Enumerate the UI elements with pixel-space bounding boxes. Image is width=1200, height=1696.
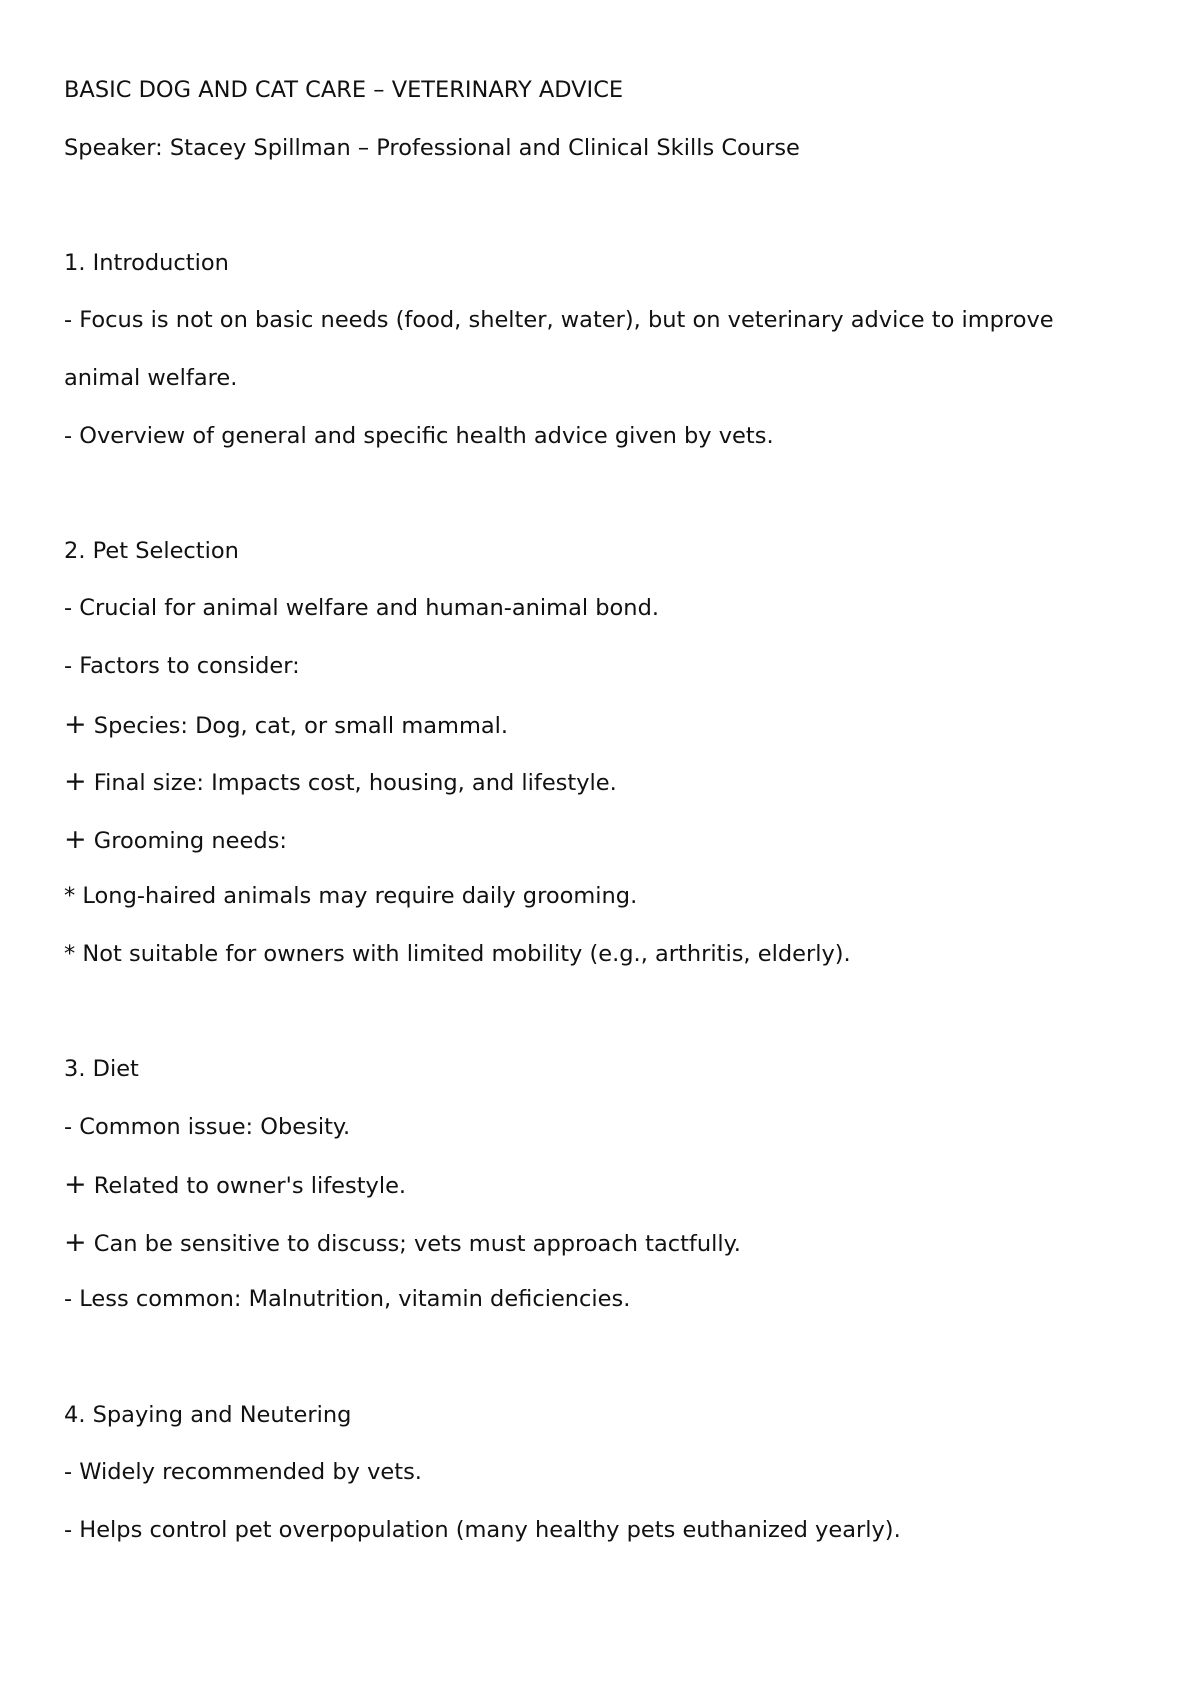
text-line: - Factors to consider:	[64, 652, 300, 679]
document-title: BASIC DOG AND CAT CARE – VETERINARY ADVICE	[64, 77, 624, 103]
section-heading-diet: 3. Diet	[64, 1056, 139, 1083]
text-line: - Helps control pet overpopulation (many healthy pets euthanized yearly).	[64, 1516, 901, 1543]
plus-bullet: +	[64, 708, 87, 740]
spacer	[64, 465, 1164, 523]
text-line: - Common issue: Obesity.	[64, 1113, 351, 1140]
text-line: - Focus is not on basic needs (food, shelter, water), but on veterinary advice to improve	[64, 307, 1054, 334]
plus-bullet: +	[64, 766, 87, 798]
plus-item-text: Final size: Impacts cost, housing, and lifestyle.	[93, 770, 617, 797]
text-line: - Crucial for animal welfare and human-animal bond.	[64, 595, 659, 622]
section-heading-spaying-neutering: 4. Spaying and Neutering	[64, 1401, 352, 1428]
plus-item-text: Species: Dog, cat, or small mammal.	[93, 712, 509, 739]
plus-item-text: Can be sensitive to discuss; vets must approach tactfully.	[93, 1230, 741, 1257]
plus-item-text: Grooming needs:	[93, 827, 287, 854]
text-line: - Overview of general and specific health advice given by vets.	[64, 422, 774, 449]
plus-item	[64, 753, 1164, 811]
text-line: - Less common: Malnutrition, vitamin deficiencies.	[64, 1286, 631, 1313]
plus-item	[64, 811, 1164, 869]
plus-bullet: +	[64, 1169, 87, 1201]
plus-item	[64, 1156, 1164, 1214]
spacer	[64, 984, 1164, 1042]
plus-bullet: +	[64, 1226, 87, 1258]
plus-item-text: Related to owner's lifestyle.	[93, 1173, 407, 1200]
text-line: - Widely recommended by vets.	[64, 1459, 422, 1486]
speaker-line: Speaker: Stacey Spillman – Professional and Clinical Skills Course	[64, 134, 800, 161]
plus-item	[64, 696, 1164, 754]
text-line: * Not suitable for owners with limited mobility (e.g., arthritis, elderly).	[64, 940, 851, 967]
document-body	[64, 62, 1164, 1559]
section-heading-introduction: 1. Introduction	[64, 249, 229, 276]
section-heading-pet-selection: 2. Pet Selection	[64, 537, 239, 564]
spacer	[64, 177, 1164, 235]
spacer	[64, 1329, 1164, 1387]
text-line: animal welfare.	[64, 364, 238, 391]
plus-item	[64, 1214, 1164, 1272]
plus-bullet: +	[64, 823, 87, 855]
text-line: * Long-haired animals may require daily grooming.	[64, 883, 638, 910]
